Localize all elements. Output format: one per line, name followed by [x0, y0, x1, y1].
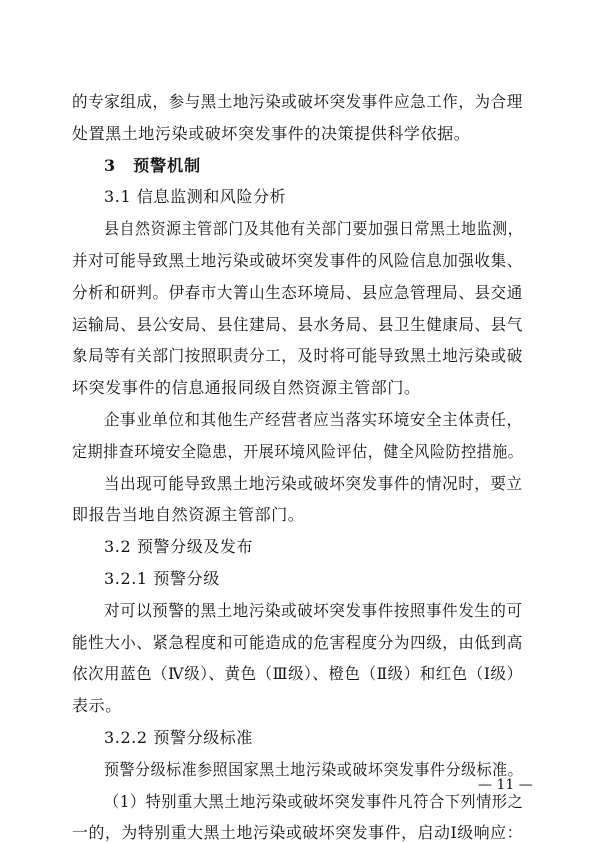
text-line: 的专家组成，参与黑土地污染或破坏突发事件应急工作，为合理 — [72, 92, 523, 111]
subsection-heading: 3.1 信息监测和风险分析 — [104, 187, 287, 207]
section-heading: 3 预警机制 — [104, 155, 202, 175]
text-line: 定期排查环境安全隐患，开展环境风险评估，健全风险防控措施。 — [72, 441, 524, 461]
text-line: 处置黑土地污染或破坏突发事件的决策提供科学依据。 — [72, 123, 471, 143]
text-line: 运输局、县公安局、县住建局、县水务局、县卫生健康局、县气 — [72, 314, 523, 334]
subsection-heading: 3.2.2 预警分级标准 — [104, 728, 253, 747]
text-line: 企事业单位和其他生产经营者应当落实环境安全主体责任， — [104, 410, 523, 429]
text-line: 象局等有关部门按照职责分工，及时将可能导致黑土地污染或破 — [72, 346, 523, 366]
subsection-heading: 3.2.1 预警分级 — [104, 569, 220, 588]
text-line: 坏突发事件的信息通报同级自然资源主管部门。 — [72, 378, 421, 398]
page-number: — 11 — — [478, 777, 533, 793]
text-line: 分析和研判。伊春市大箐山生态环境局、县应急管理局、县交通 — [72, 282, 523, 302]
subsection-heading: 3.2 预警分级及发布 — [104, 537, 254, 557]
text-line: 即报告当地自然资源主管部门。 — [72, 505, 305, 525]
text-line: 预警分级标准参照国家黑土地污染或破坏突发事件分级标准。 — [104, 759, 524, 779]
text-line: 依次用蓝色（Ⅳ级）、黄色（Ⅲ级）、橙色（Ⅱ级）和红色（Ⅰ级） — [72, 664, 523, 684]
text-line: 一的，为特别重大黑土地污染或破坏突发事件，启动Ⅰ级响应： — [72, 823, 524, 843]
text-line: 表示。 — [72, 696, 122, 716]
text-line: 并对可能导致黑土地污染或破坏突发事件的风险信息加强收集、 — [72, 251, 523, 270]
text-line: 县自然资源主管部门及其他有关部门要加强日常黑土地监测， — [104, 219, 524, 239]
text-line: （1）特别重大黑土地污染或破坏突发事件凡符合下列情形之 — [104, 791, 524, 811]
text-line: 能性大小、紧急程度和可能造成的危害程度分为四级，由低到高 — [72, 632, 523, 652]
text-line: 当出现可能导致黑土地污染或破坏突发事件的情况时，要立 — [104, 473, 523, 493]
text-line: 对可以预警的黑土地污染或破坏突发事件按照事件发生的可 — [104, 600, 523, 620]
